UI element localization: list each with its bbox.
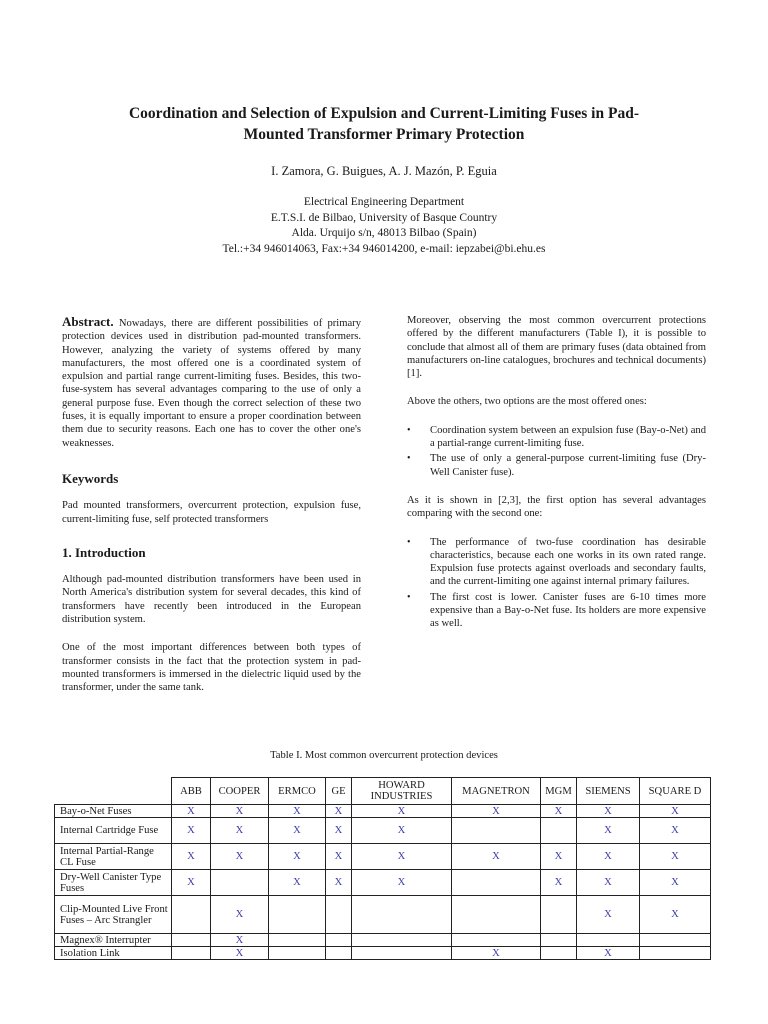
table-cell: X (577, 818, 640, 844)
list-item-text: The performance of two-fuse coordination has desirable characteristics, because each one works in its own rated range. Expulsion fuse protects against overloads and secondary faults, and the current-limiting one against internal primary failures. (430, 536, 706, 588)
table-caption: Table I. Most common overcurrent protection devices (270, 750, 498, 761)
table-row (55, 870, 711, 896)
table-cell: X (352, 818, 452, 844)
table-cell (541, 818, 577, 844)
list-item (407, 452, 706, 479)
table-cell: X (326, 870, 352, 896)
bullet-icon: • (407, 536, 411, 548)
table-cell: X (541, 870, 577, 896)
body-paragraph: As it is shown in [2,3], the first option has several advantages comparing with the second one: (407, 494, 706, 520)
table-cell: X (326, 818, 352, 844)
table-cell (640, 934, 711, 947)
table-cell: X (541, 805, 577, 818)
table-cell: X (211, 947, 269, 960)
list-item-text: Coordination system between an expulsion fuse (Bay-o-Net) and a partial-range current-limiting fuse. (430, 424, 706, 450)
table-cell (452, 896, 541, 934)
bullet-icon: • (407, 424, 411, 436)
row-label: Bay-o-Net Fuses (55, 805, 172, 818)
abstract-text: Nowadays, there are different possibilities of primary protection devices used in distribution pad-mounted transformers. However, analyzing the variety of systems offered by many manufacturers, the most offered one is a coordinated system of expulsion and partial range current-limiting fuses. Besides, this two-fuse-system has several advantages comparing to the use of only a general purpose fuse. Even though the correct selection of these two fuses, it is equally important to ensure a proper coordination between them due to security reasons. Each one has to cover the other one's weaknesses. (62, 318, 361, 449)
table-cell (269, 947, 326, 960)
introduction-paragraph: One of the most important differences between both types of transformer consists in the fact that the protection system in pad-mounted transformers is immersed in the dielectric liquid used by the transformer, under the same tank. (62, 642, 361, 694)
table-cell: X (352, 805, 452, 818)
table-cell (352, 934, 452, 947)
table-cell: X (452, 805, 541, 818)
keywords-heading: Keywords (62, 470, 119, 486)
affiliation (60, 195, 708, 257)
table-cell: X (269, 805, 326, 818)
body-paragraph: Above the others, two options are the most offered ones: (407, 396, 647, 408)
keywords-text: Pad mounted transformers, overcurrent protection, expulsion fuse, current-limiting fuse, self protected transformers (62, 500, 361, 525)
advantages-list (407, 536, 706, 631)
table-cell: X (577, 947, 640, 960)
table-cell: X (326, 844, 352, 870)
row-label: Internal Cartridge Fuse (55, 818, 172, 844)
list-item (407, 424, 706, 451)
list-item-text: The use of only a general-purpose current-limiting fuse (Dry-Well Canister fuse). (430, 453, 706, 478)
list-item (407, 591, 706, 631)
table-cell: X (326, 805, 352, 818)
column-header: GE (326, 778, 352, 805)
column-header: MGM (541, 778, 577, 805)
row-label: Internal Partial-Range CL Fuse (55, 844, 172, 870)
table-cell: X (640, 896, 711, 934)
affiliation-line: Alda. Urquijo s/n, 48013 Bilbao (Spain) (291, 227, 477, 239)
table-cell (211, 870, 269, 896)
table-cell: X (577, 805, 640, 818)
row-label: Magnex® Interrupter (55, 934, 172, 947)
table-row (55, 896, 711, 934)
title-line-2: Mounted Transformer Primary Protection (243, 126, 525, 143)
table-cell: X (541, 844, 577, 870)
table-cell: X (577, 896, 640, 934)
table-cell: X (269, 844, 326, 870)
table-cell (452, 818, 541, 844)
table-cell (452, 870, 541, 896)
authors: I. Zamora, G. Buigues, A. J. Mazón, P. Eguia (271, 164, 497, 178)
introduction-heading: 1. Introduction (62, 544, 146, 560)
table-cell (541, 947, 577, 960)
table-cell: X (640, 870, 711, 896)
table-cell: X (211, 896, 269, 934)
table-cell: X (172, 805, 211, 818)
table-cell (352, 896, 452, 934)
column-header: ABB (172, 778, 211, 805)
table-cell: X (211, 934, 269, 947)
column-header: ERMCO (269, 778, 326, 805)
table-row (55, 818, 711, 844)
corner-cell (55, 778, 172, 805)
table-cell: X (640, 818, 711, 844)
table-cell: X (352, 844, 452, 870)
column-header: SIEMENS (577, 778, 640, 805)
table-cell (172, 896, 211, 934)
table-cell: X (211, 818, 269, 844)
table-cell: X (172, 818, 211, 844)
table-cell (172, 934, 211, 947)
table-cell (326, 934, 352, 947)
affiliation-line: E.T.S.I. de Bilbao, University of Basque Country (270, 211, 498, 224)
column-header: HOWARD INDUSTRIES (352, 778, 452, 805)
table-body (55, 805, 711, 960)
table-cell (452, 934, 541, 947)
row-label: Clip-Mounted Live Front Fuses – Arc Strangler (55, 896, 172, 934)
table-row (55, 947, 711, 960)
body-paragraph: Moreover, observing the most common overcurrent protections offered by the different manufacturers (Table I), it is possible to conclude that almost all of them are primary fuses (data obtained from manufacturers on-line catalogues, brochures and technical documents) [1]. (407, 315, 706, 380)
table-cell: X (577, 870, 640, 896)
title-line-1: Coordination and Selection of Expulsion and Current-Limiting Fuses in Pad- (128, 105, 639, 122)
table-cell (269, 934, 326, 947)
abstract (62, 315, 361, 450)
protection-devices-table (54, 777, 711, 960)
paper-title (60, 103, 708, 145)
column-header: COOPER (211, 778, 269, 805)
table-cell: X (269, 818, 326, 844)
row-label: Dry-Well Canister Type Fuses (55, 870, 172, 896)
table-cell (326, 896, 352, 934)
table-cell (352, 947, 452, 960)
table-row (55, 934, 711, 947)
table-cell: X (211, 805, 269, 818)
list-item (407, 536, 706, 589)
table-cell: X (172, 870, 211, 896)
table-cell (640, 947, 711, 960)
table-cell: X (577, 844, 640, 870)
column-header: SQUARE D (640, 778, 711, 805)
table-cell: X (352, 870, 452, 896)
bullet-icon: • (407, 453, 411, 465)
table-cell (172, 947, 211, 960)
right-column (407, 314, 706, 646)
affiliation-line: Electrical Engineering Department (303, 196, 465, 208)
table-cell: X (211, 844, 269, 870)
introduction-paragraph: Although pad-mounted distribution transformers have been used in North America's distribution system for several decades, this kind of transformers have recently been introduced in the European distribution system. (62, 574, 361, 626)
table-cell: X (640, 805, 711, 818)
abstract-label: Abstract. (62, 314, 114, 329)
column-header: MAGNETRON (452, 778, 541, 805)
table-cell: X (640, 844, 711, 870)
left-column (62, 315, 361, 710)
affiliation-line: Tel.:+34 946014063, Fax:+34 946014200, e-mail: iepzabei@bi.ehu.es (222, 242, 546, 255)
table-cell (577, 934, 640, 947)
table-cell: X (452, 947, 541, 960)
table-row (55, 805, 711, 818)
row-label: Isolation Link (55, 947, 172, 960)
table-header-row (55, 778, 711, 805)
bullet-icon: • (407, 591, 411, 603)
table-cell: X (452, 844, 541, 870)
table-cell (541, 934, 577, 947)
table-row (55, 844, 711, 870)
table-cell (269, 896, 326, 934)
list-item-text: The first cost is lower. Canister fuses are 6-10 times more expensive than a Bay-o-Net fuse. Its holders are more expensive as well. (430, 591, 706, 630)
table-cell: X (172, 844, 211, 870)
options-list (407, 424, 706, 479)
table-cell: X (269, 870, 326, 896)
table-cell (326, 947, 352, 960)
table-cell (541, 896, 577, 934)
